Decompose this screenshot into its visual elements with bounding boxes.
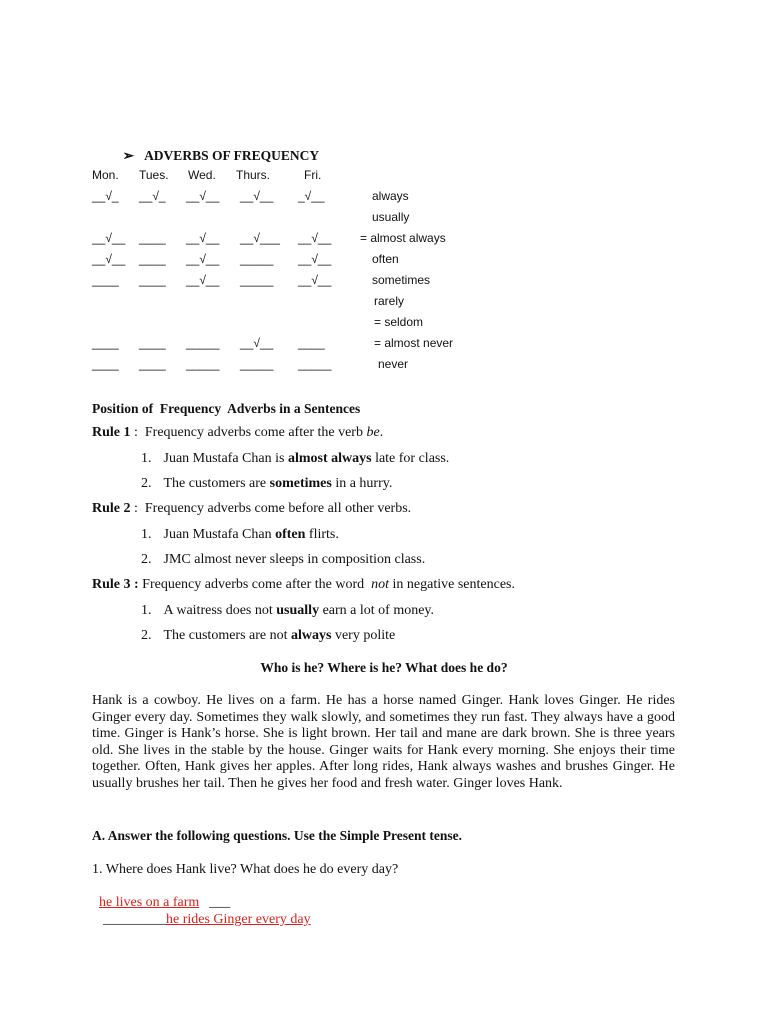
answer-1-line-b xyxy=(96,896,311,928)
example-text: Juan Mustafa Chan is xyxy=(163,451,288,466)
title-text: ADVERBS OF FREQUENCY xyxy=(144,148,320,163)
rule-label: Rule 3 : xyxy=(92,577,139,592)
grid-cell: ____ xyxy=(92,357,119,371)
story-paragraph: Hank is a cowboy. He lives on a farm. He has a horse named Ginger. Hank loves Ginger. He rides Ginger every day. Sometimes they walk slowly, and sometimes they run fast. They always have a good time. Ginger is Hank’s horse. She is light brown. Her tail and mane are dark brown. She is three years old. She lives in the stable by the house. Ginger waits for Hank every morning. She enjoys their time together. Often, Hank gives her apples. After long rides, Hank always washes and brushes Ginger. He usually brushes her tail. Then he gives her food and fresh water. Ginger loves Hank. xyxy=(92,693,675,791)
grid-cell: _____ xyxy=(240,357,274,371)
grid-cell: __√__ xyxy=(186,189,220,203)
grid-cell: __√__ xyxy=(240,336,274,350)
answer-1a: he lives on a farm xyxy=(99,895,200,910)
frequency-label: always xyxy=(372,189,409,203)
example-text: The customers are not xyxy=(163,628,292,643)
example-text-after: very polite xyxy=(331,628,396,643)
example-number: 2. xyxy=(141,552,152,567)
example-adverb: almost always xyxy=(287,451,372,466)
grid-cell: ____ xyxy=(139,357,166,371)
grid-cell: __√__ xyxy=(240,189,274,203)
rule-text: Frequency adverbs come before all other verbs. xyxy=(144,501,412,516)
grid-cell: _____ xyxy=(186,357,220,371)
frequency-label: = almost always xyxy=(360,231,446,245)
grid-cell: __√_ xyxy=(139,189,166,203)
frequency-label: = almost never xyxy=(374,336,454,350)
example-number: 1. xyxy=(141,527,152,542)
grid-cell: ____ xyxy=(139,231,166,245)
rule-line xyxy=(92,501,411,517)
answer-1a-blank: ___ xyxy=(209,895,231,910)
arrow-bullet-icon: ➢ xyxy=(122,148,135,163)
example-text: The customers are xyxy=(163,476,270,491)
frequency-label: rarely xyxy=(374,294,405,308)
rule-example xyxy=(141,552,425,568)
rule-example xyxy=(141,527,339,543)
grid-cell: __√__ xyxy=(186,252,220,266)
answer-1b: he rides Ginger every day xyxy=(166,912,311,927)
answer-1b-blank: _________ xyxy=(103,912,166,927)
day-mon: Mon. xyxy=(92,168,119,182)
grid-cell: __√__ xyxy=(92,252,126,266)
section-title xyxy=(116,132,319,164)
grid-cell: __√__ xyxy=(92,231,126,245)
grid-cell: __√__ xyxy=(298,252,332,266)
rule-text-after: . xyxy=(379,425,384,440)
grid-cell: _____ xyxy=(186,336,220,350)
grid-cell: ____ xyxy=(298,336,325,350)
grid-cell: __√_ xyxy=(92,189,119,203)
example-number: 1. xyxy=(141,451,152,466)
grid-cell: __√__ xyxy=(186,273,220,287)
grid-cell: __√__ xyxy=(298,231,332,245)
grid-cell: _____ xyxy=(240,252,274,266)
frequency-label: often xyxy=(372,252,399,266)
frequency-label: usually xyxy=(372,210,410,224)
rule-text-after: in negative sentences. xyxy=(389,577,515,592)
frequency-label: = seldom xyxy=(374,315,424,329)
rule-example xyxy=(141,628,395,644)
grid-cell: _____ xyxy=(298,357,332,371)
example-adverb: often xyxy=(275,527,306,542)
rule-text: Frequency adverbs come after the word xyxy=(142,577,372,592)
grid-cell: ____ xyxy=(92,336,119,350)
question-1: 1. Where does Hank live? What does he do every day? xyxy=(92,862,399,877)
example-adverb: usually xyxy=(276,603,320,618)
example-number: 1. xyxy=(141,603,152,618)
day-tues: Tues. xyxy=(139,168,169,182)
example-text-after: flirts. xyxy=(305,527,339,542)
grid-cell: ____ xyxy=(139,273,166,287)
grid-cell: __√___ xyxy=(240,231,280,245)
rule-example xyxy=(141,476,392,492)
rule-line xyxy=(92,425,383,441)
story-heading: Who is he? Where is he? What does he do? xyxy=(260,660,508,675)
rule-text: Frequency adverbs come after the verb xyxy=(144,425,367,440)
example-text-after: earn a lot of money. xyxy=(319,603,435,618)
position-heading: Position of Frequency Adverbs in a Sentences xyxy=(92,401,361,416)
day-thurs: Thurs. xyxy=(236,168,271,182)
example-text: Juan Mustafa Chan xyxy=(163,527,276,542)
grid-cell: _____ xyxy=(240,273,274,287)
grid-cell: ____ xyxy=(139,336,166,350)
grid-cell: ____ xyxy=(139,252,166,266)
example-number: 2. xyxy=(141,628,152,643)
rule-label: Rule 2 xyxy=(92,501,131,516)
frequency-label: never xyxy=(378,357,409,371)
day-fri: Fri. xyxy=(304,168,322,182)
rule-line xyxy=(92,577,515,593)
example-text: A waitress does not xyxy=(163,603,277,618)
rule-separator: : xyxy=(130,425,145,440)
example-adverb: always xyxy=(291,628,332,643)
example-adverb: sometimes xyxy=(269,476,332,491)
grid-cell: ____ xyxy=(92,273,119,287)
example-text: JMC almost never sleeps in composition class. xyxy=(163,552,426,567)
grid-cell: __√__ xyxy=(298,273,332,287)
grid-cell: _√__ xyxy=(298,189,325,203)
day-wed: Wed. xyxy=(188,168,216,182)
rule-emphasis: be xyxy=(366,425,380,440)
rule-emphasis: not xyxy=(371,577,390,592)
rule-example xyxy=(141,603,434,619)
rule-label: Rule 1 xyxy=(92,425,131,440)
example-number: 2. xyxy=(141,476,152,491)
grid-cell: __√__ xyxy=(186,231,220,245)
example-text-after: late for class. xyxy=(371,451,450,466)
section-a-heading: A. Answer the following questions. Use the Simple Present tense. xyxy=(92,828,462,843)
rule-separator: : xyxy=(130,501,145,516)
example-text-after: in a hurry. xyxy=(331,476,393,491)
rule-example xyxy=(141,451,449,467)
frequency-label: sometimes xyxy=(372,273,431,287)
